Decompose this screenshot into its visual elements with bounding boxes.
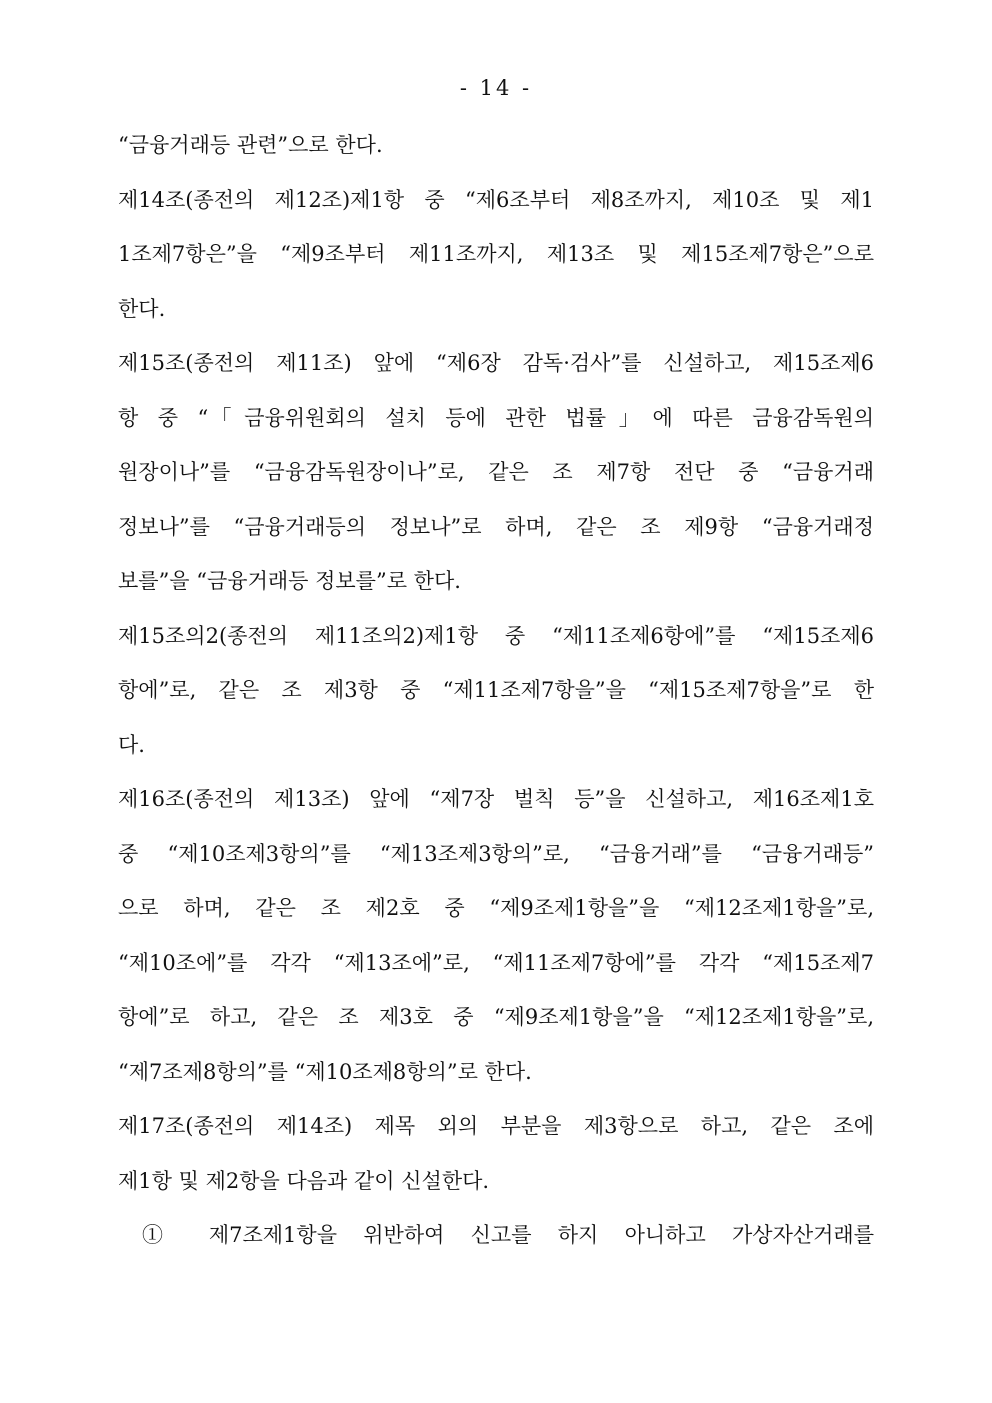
text-line: 1조제7항은”을 “제9조부터 제11조까지, 제13조 및 제15조제7항은”으로 [118, 242, 874, 266]
text-line: “제10조에”를 각각 “제13조에”로, “제11조제7항에”를 각각 “제15조제7 [118, 950, 874, 975]
text-line: 다. [118, 732, 145, 757]
text-line: 제15조의2(종전의 제11조의2)제1항 중 “제11조제6항에”를 “제15조제6 [118, 623, 874, 648]
text-line: 항에”로, 같은 조 제3항 중 “제11조제7항을”을 “제15조제7항을”로 한 [118, 678, 874, 702]
text-line: 제15조(종전의 제11조) 앞에 “제6장 감독·검사”를 신설하고, 제15조제6 [118, 351, 874, 375]
text-line: 정보나”를 “금융거래등의 정보나”로 하며, 같은 조 제9항 “금융거래정 [118, 514, 874, 539]
text-line: 항에”로 하고, 같은 조 제3호 중 “제9조제1항을”을 “제12조제1항을”로, [118, 1005, 874, 1029]
text-line: 한다. [118, 296, 166, 321]
text-line: 제16조(종전의 제13조) 앞에 “제7장 벌칙 등”을 신설하고, 제16조제1호 [118, 787, 874, 811]
document-body [118, 128, 874, 1273]
text-line: 중 “제10조제3항의”를 “제13조제3항의”로, “금융거래”를 “금융거래등” [118, 841, 874, 866]
text-line: 제14조(종전의 제12조)제1항 중 “제6조부터 제8조까지, 제10조 및 제1 [118, 187, 874, 212]
text-line: “제7조제8항의”를 “제10조제8항의”로 한다. [118, 1059, 532, 1084]
text-line: 제17조(종전의 제14조) 제목 외의 부분을 제3항으로 하고, 같은 조에 [118, 1114, 874, 1138]
text-line: “금융거래등 관련”으로 한다. [118, 133, 383, 157]
text-line: ① 제7조제1항을 위반하여 신고를 하지 아니하고 가상자산거래를 [142, 1223, 874, 1247]
text-line: 제1항 및 제2항을 다음과 같이 신설한다. [118, 1168, 490, 1193]
page-number: - 14 - [459, 76, 533, 100]
text-line: 원장이나”를 “금융감독원장이나”로, 같은 조 제7항 전단 중 “금융거래 [118, 460, 874, 484]
text-line: 항 중 “「금융위원회의 설치 등에 관한 법률」에 따른 금융감독원의 [118, 405, 874, 430]
text-line: 보를”을 “금융거래등 정보를”로 한다. [118, 569, 461, 593]
text-line: 으로 하며, 같은 조 제2호 중 “제9조제1항을”을 “제12조제1항을”로, [118, 896, 874, 920]
